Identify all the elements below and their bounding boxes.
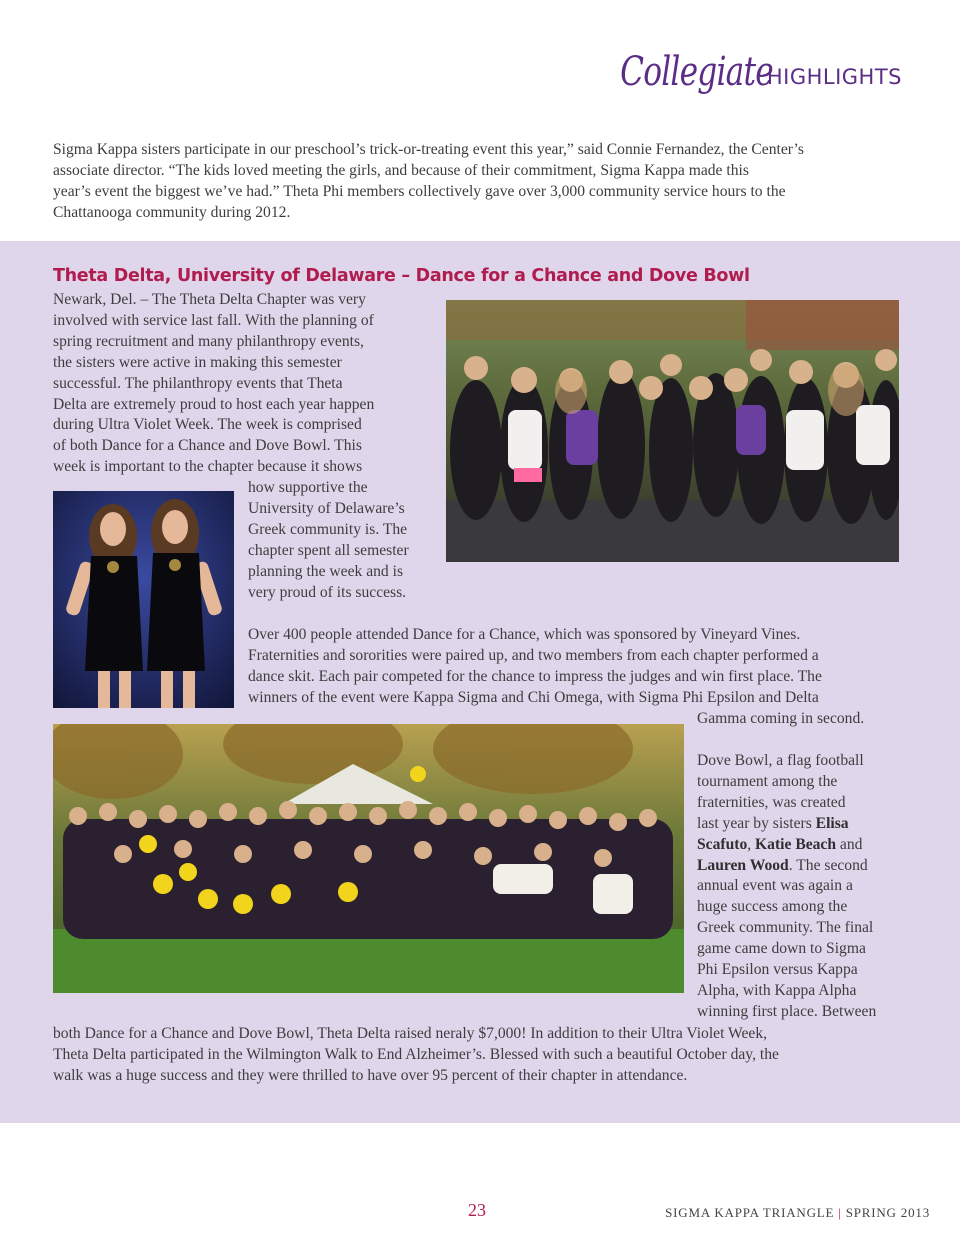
text-line: Greek community. The final (697, 919, 874, 937)
footer-separator: | (838, 1205, 842, 1220)
text-line: Theta Delta participated in the Wilmington Walk to End Alzheimer’s. Blessed with such a beautiful October day, the (53, 1045, 779, 1063)
header-caps-word: HIGHLIGHTS (766, 65, 902, 89)
two-sisters-photo (53, 491, 234, 708)
text-line: Over 400 people attended Dance for a Chance, which was sponsored by Vineyard Vines. (248, 626, 801, 643)
text-line: very proud of its success. (248, 583, 407, 601)
text-line: annual event was again a (697, 877, 853, 895)
event-photo-illustration (446, 300, 899, 562)
sister-name: Scafuto (697, 835, 748, 853)
text-line: week is important to the chapter because it shows (53, 458, 363, 476)
intro-paragraph (53, 139, 913, 223)
text-line: successful. The philanthropy events that Theta (53, 374, 343, 392)
text-line (697, 835, 876, 856)
publication-name: SIGMA KAPPA TRIANGLE (665, 1205, 835, 1220)
text-line: how supportive the (248, 479, 368, 496)
intro-line: Chattanooga community during 2012. (53, 204, 291, 221)
dove-bowl-paragraph (697, 751, 876, 1023)
text-fragment: last year by sisters (697, 814, 816, 832)
dove-bowl-group-photo (53, 724, 684, 993)
text-line: Delta are extremely proud to host each year happen (53, 395, 375, 413)
text-line: Newark, Del. – The Theta Delta Chapter was very (53, 291, 366, 308)
intro-line: associate director. “The kids loved meeting the girls, and because of their commitment, Sigma Kappa made this (53, 162, 749, 179)
text-line: planning the week and is (248, 562, 404, 580)
sister-name: Lauren Wood (697, 856, 789, 874)
intro-line: Sigma Kappa sisters participate in our preschool’s trick-or-treating event this year,” said Connie Fernandez, the Center’s (53, 141, 804, 158)
dance-paragraph-end (697, 709, 864, 730)
text-line: winners of the event were Kappa Sigma and Chi Omega, with Sigma Phi Epsilon and Delta (248, 688, 819, 706)
text-line: University of Delaware’s (248, 499, 405, 517)
text-line: chapter spent all semester (248, 541, 409, 559)
text-line: Gamma coming in second. (697, 710, 865, 727)
text-line: during Ultra Violet Week. The week is comprised (53, 416, 362, 434)
section-title: Theta Delta, University of Delaware – Dance for a Chance and Dove Bowl (53, 266, 750, 286)
text-line: Phi Epsilon versus Kappa (697, 961, 858, 979)
text-line: Fraternities and sororities were paired up, and two members from each chapter performed a (248, 646, 819, 664)
text-line: dance skit. Each pair competed for the chance to impress the judges and win first place. The (248, 667, 822, 685)
article-column-1 (53, 290, 374, 478)
page-header (577, 22, 902, 95)
issue-label: SPRING 2013 (845, 1205, 930, 1220)
dance-paragraph (248, 625, 822, 709)
intro-line: year’s event the biggest we’ve had.” Theta Phi members collectively gave over 3,000 community service hours to the (53, 183, 786, 200)
publication-footer (665, 1205, 930, 1221)
text-line: winning first place. Between (697, 1002, 877, 1020)
text-line (697, 856, 876, 877)
sister-name: Katie Beach (755, 835, 837, 853)
text-line: involved with service last fall. With the planning of (53, 311, 374, 329)
text-line: Greek community is. The (248, 520, 408, 538)
sister-name: Elisa (815, 814, 849, 832)
text-line: walk was a huge success and they were thrilled to have over 95 percent of their chapter in attendance. (53, 1066, 688, 1084)
two-sisters-illustration (53, 491, 234, 708)
group-photo-illustration (53, 724, 684, 993)
text-line: huge success among the (697, 898, 848, 916)
text-line (697, 814, 876, 835)
text-line: the sisters were active in making this semester (53, 353, 342, 371)
article-column-2 (248, 478, 409, 603)
text-fragment: . The second (788, 856, 868, 874)
text-line: Alpha, with Kappa Alpha (697, 981, 857, 999)
text-line: spring recruitment and many philanthropy events, (53, 332, 364, 350)
text-fragment: , (747, 835, 756, 853)
text-fragment: and (836, 835, 863, 853)
text-line: of both Dance for a Chance and Dove Bowl. This (53, 437, 362, 455)
header-script-word: Collegiate (619, 49, 773, 95)
event-group-photo (446, 300, 899, 562)
closing-paragraph (53, 1024, 779, 1087)
text-line: both Dance for a Chance and Dove Bowl, Theta Delta raised neraly $7,000! In addition to their Ultra Violet Week, (53, 1025, 768, 1042)
text-line: Dove Bowl, a flag football (697, 752, 864, 769)
text-line: tournament among the (697, 772, 838, 790)
page-number: 23 (468, 1200, 486, 1220)
text-line: fraternities, was created (697, 793, 846, 811)
text-line: game came down to Sigma (697, 940, 866, 958)
